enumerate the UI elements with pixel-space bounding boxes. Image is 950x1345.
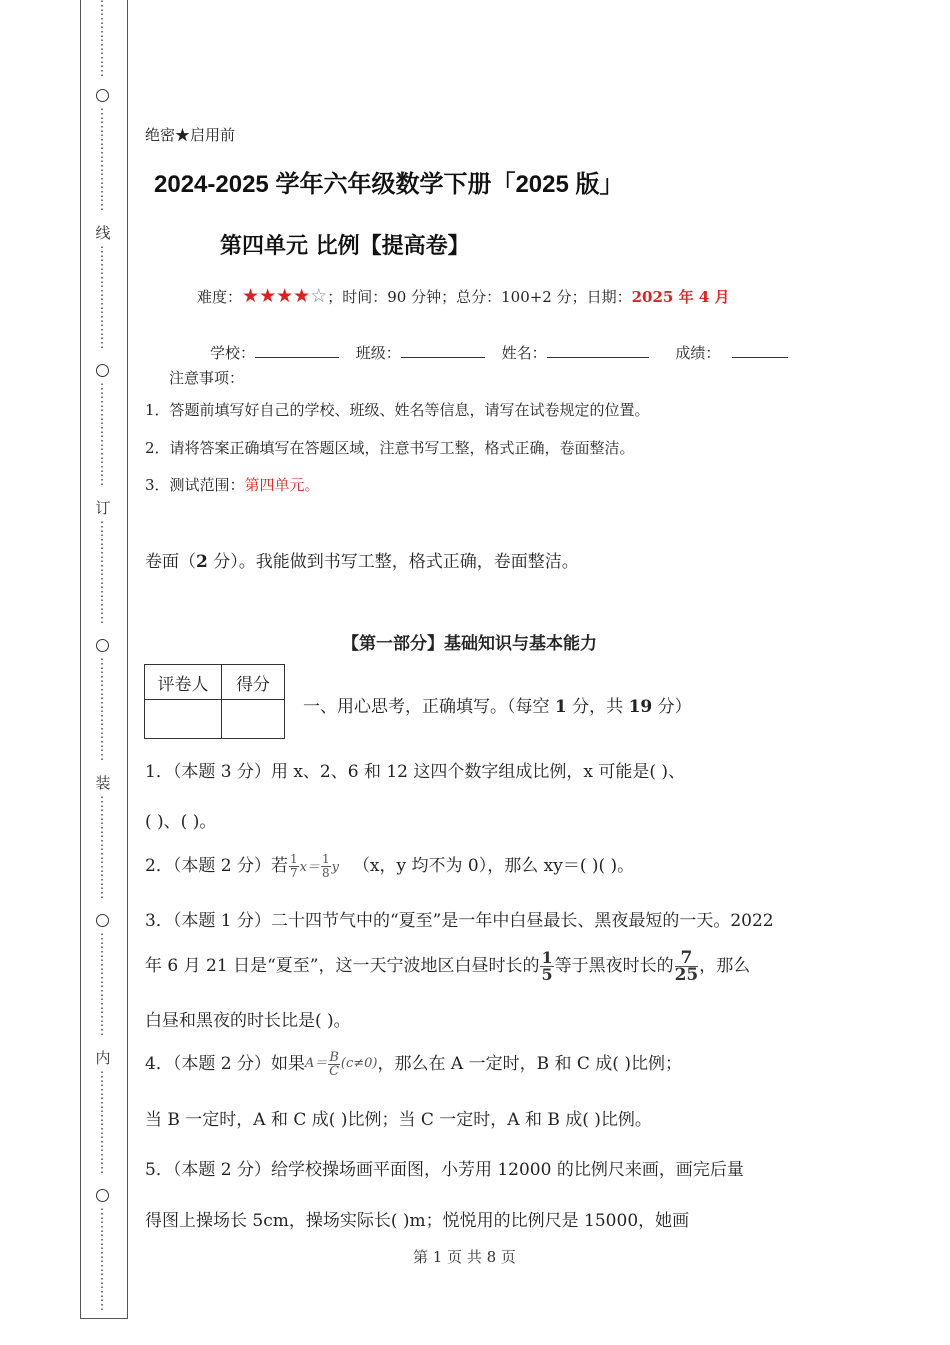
student-info [210, 342, 788, 363]
star-filled-icon: ★ [259, 285, 277, 307]
binding-dots: ⋮ ⋮ ⋮ ⋮ ⋮ ⋮ ⋮ ⋮ [95, 245, 109, 351]
neatness-suffix: 分）。我能做到书写工整，格式正确，卷面整洁。 [207, 552, 579, 572]
binding-dots: ⋮ ⋮ ⋮ ⋮ ⋮ ⋮ ⋮ ⋮ [95, 657, 109, 763]
time-score: ；时间：90 分钟；总分：100+2 分；日期： [327, 288, 632, 306]
binding-circle [96, 914, 109, 927]
q2-fraction-1: $\frac{1}{7}$ [289, 852, 298, 880]
binding-dots: ⋮ ⋮ ⋮ ⋮ ⋮ ⋮ ⋮ ⋮ [95, 107, 109, 213]
neatness-points: 2 [196, 552, 208, 572]
score-header: 得分 [222, 665, 285, 700]
school-field[interactable] [255, 343, 339, 358]
question-3-line-1: 3．（本题 1 分）二十四节气中的“夏至”是一年中白昼最长、黑夜最短的一天。2022 [145, 911, 774, 931]
question-5-line-2: 得图上操场长 5cm，操场实际长( )m；悦悦用的比例尺是 15000，她画 [145, 1211, 690, 1231]
binding-char-zhuang: 装 [95, 774, 111, 792]
star-empty-icon: ☆ [310, 285, 328, 307]
q4-text: 4．（本题 2 分）如果 [145, 1054, 305, 1074]
section-one-title [303, 692, 692, 717]
q4-formula: A＝ $\frac{B}{C}$ (c≠0) [304, 1049, 378, 1079]
binding-dots: ⋮ ⋮ ⋮ ⋮ ⋮ ⋮ ⋮ ⋮ [95, 382, 109, 488]
difficulty-stars [242, 285, 328, 307]
question-1-line-2: ( )、( )。 [145, 812, 217, 832]
star-filled-icon: ★ [276, 285, 294, 307]
q3-text-b: 等于黑夜时长的 [554, 956, 674, 976]
question-3-line-2 [145, 947, 750, 985]
q2-fraction-2: $\frac{1}{8}$ [321, 852, 330, 880]
q2-eq: x＝ [299, 860, 320, 875]
binding-circle [96, 364, 109, 377]
score-label: 成绩： [675, 344, 721, 362]
score-field[interactable] [732, 343, 788, 358]
star-filled-icon: ★ [293, 285, 311, 307]
q3-fraction-2: $\frac{7}{25}$ [674, 948, 699, 985]
name-field[interactable] [547, 343, 649, 358]
school-label: 学校： [210, 344, 256, 362]
exam-title [154, 164, 624, 199]
section-text: 分） [652, 697, 692, 717]
question-3-line-3: 白昼和黑夜的时长比是( )。 [145, 1011, 351, 1031]
notice-item-2: 2．请将答案正确填写在答题区域，注意书写工整，格式正确，卷面整洁。 [145, 439, 635, 457]
binding-dots: ⋮ ⋮ ⋮ ⋮ ⋮ ⋮ ⋮ ⋮ [95, 795, 109, 901]
neatness-prefix: 卷面（ [145, 552, 196, 572]
exam-date: 2025 年 4 月 [631, 288, 730, 306]
binding-dots: ⋮ ⋮ ⋮ ⋮ ⋮ ⋮ ⋮ ⋮ [95, 1070, 109, 1176]
binding-char-ding: 订 [95, 499, 111, 517]
binding-circle [96, 639, 109, 652]
unit-tag: 【提高卷】 [359, 234, 470, 259]
binding-circle [96, 1189, 109, 1202]
difficulty-label: 难度： [197, 288, 243, 306]
part1-heading: 【第一部分】基础知识与基本能力 [342, 634, 597, 654]
binding-char-nei: 内 [95, 1049, 111, 1067]
notice-item-3-prefix: 3．测试范围： [145, 476, 245, 494]
binding-circle [96, 89, 109, 102]
name-label: 姓名： [501, 344, 547, 362]
question-5-line-1: 5．（本题 2 分）给学校操场画平面图，小芳用 12000 的比例尺来画，画完后量 [145, 1160, 744, 1180]
page-number: 第 1 页 共 8 页 [413, 1248, 516, 1266]
q2-text-b: （x，y 均不为 0），那么 xy＝( )( )。 [352, 856, 635, 876]
notice-heading: 注意事项： [169, 369, 245, 387]
q2-y: y [331, 860, 339, 875]
unit-name: 第四单元 比例 [220, 234, 360, 259]
binding-dots: ⋮ ⋮ ⋮ ⋮ ⋮ ⋮ ⋮ ⋮ [95, 520, 109, 626]
grader-table [144, 664, 285, 739]
q4-text-b: ，那么在 A 一定时，B 和 C 成( )比例； [377, 1054, 682, 1074]
question-4-line-1 [145, 1044, 682, 1085]
q3-text: 年 6 月 21 日是“夏至”，这一天宁波地区白昼时长的 [145, 956, 540, 976]
section-text: 分，共 [566, 697, 629, 717]
test-range: 第四单元。 [244, 476, 320, 494]
grader-cell[interactable] [145, 700, 222, 739]
question-2 [145, 848, 634, 886]
notice-item-3 [145, 474, 320, 495]
q3-text-c: ，那么 [699, 956, 751, 976]
secret-label: 绝密★启用前 [145, 126, 236, 144]
title-edition: 「2025 版」 [491, 171, 624, 198]
binding-dots: ⋮ ⋮ ⋮ ⋮ ⋮ ⋮ ⋮ ⋮ [95, 932, 109, 1038]
neatness-line [145, 547, 579, 572]
section-point: 1 [554, 697, 567, 717]
class-label: 班级： [355, 344, 401, 362]
section-total: 19 [628, 697, 653, 717]
question-1-line-1: 1．（本题 3 分）用 x、2、6 和 12 这四个数字组成比例，x 可能是( )、 [145, 762, 686, 782]
binding-dots: ⋮ ⋮ ⋮ ⋮ ⋮ ⋮ ⋮ ⋮ [95, 1207, 109, 1313]
binding-dots: ⋮ ⋮ ⋮ ⋮ ⋮ ⋮ [95, 0, 109, 79]
class-field[interactable] [401, 343, 485, 358]
q3-fraction-1: $\frac{1}{5}$ [541, 948, 553, 984]
q2-text: 2．（本题 2 分）若 [145, 856, 288, 876]
binding-char-line: 线 [95, 224, 111, 242]
section-text: 一、用心思考，正确填写。（每空 [303, 697, 555, 717]
score-cell[interactable] [222, 700, 285, 739]
star-filled-icon: ★ [242, 285, 260, 307]
title-prefix: 2024-2025 学年六年级数学下册 [154, 171, 492, 198]
grader-header: 评卷人 [145, 665, 222, 700]
question-4-line-2: 当 B 一定时，A 和 C 成( )比例；当 C 一定时，A 和 B 成( )比例。 [145, 1110, 652, 1130]
notice-item-1: 1．答题前填写好自己的学校、班级、姓名等信息，请写在试卷规定的位置。 [145, 401, 650, 419]
meta-line [197, 285, 729, 307]
unit-title [220, 229, 470, 260]
